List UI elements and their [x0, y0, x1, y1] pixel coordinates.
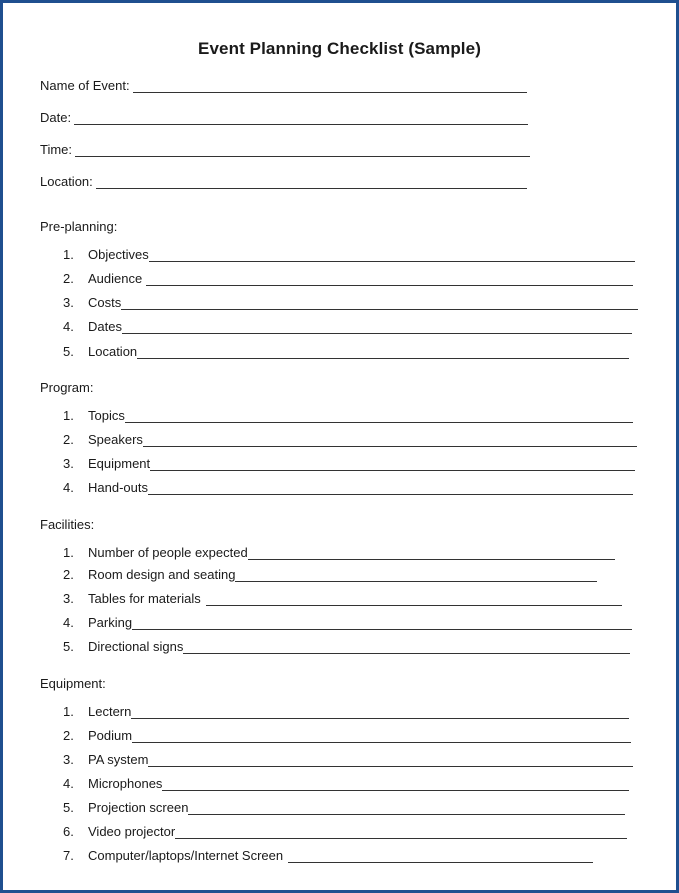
list-item [63, 564, 597, 582]
field-label: Name of Event: [40, 78, 130, 93]
list-item [63, 316, 632, 334]
list-item [63, 453, 635, 471]
item-label: Room design and seating [88, 567, 236, 582]
item-number: 2. [63, 567, 74, 582]
list-item [63, 773, 629, 791]
list-item [63, 477, 633, 495]
time-field [40, 139, 530, 157]
item-number: 3. [63, 591, 74, 606]
item-label: Podium [88, 728, 133, 743]
item-number: 2. [63, 432, 74, 447]
list-item [63, 845, 593, 863]
list-item [63, 405, 633, 423]
location-field [40, 171, 527, 189]
item-label: PA system [88, 752, 149, 767]
item-number: 3. [63, 752, 74, 767]
item-blank[interactable] [248, 545, 615, 560]
list-item [63, 636, 630, 654]
item-label: Video projector [88, 824, 176, 839]
item-label: Parking [88, 615, 133, 630]
item-blank[interactable] [132, 615, 632, 630]
item-number: 2. [63, 271, 74, 286]
item-label: Speakers [88, 432, 143, 447]
list-item [63, 725, 631, 743]
item-blank[interactable] [146, 271, 633, 286]
item-label: Computer/laptops/Internet Screen [88, 848, 284, 863]
item-number: 3. [63, 295, 74, 310]
item-label: Location [88, 344, 138, 359]
item-number: 4. [63, 319, 74, 334]
list-item [63, 701, 629, 719]
date-blank[interactable] [74, 110, 528, 125]
field-label: Date: [40, 110, 72, 125]
item-blank[interactable] [175, 824, 627, 839]
date-field [40, 107, 528, 125]
item-label: Hand-outs [88, 480, 148, 495]
item-number: 5. [63, 800, 74, 815]
field-label: Time: [40, 142, 73, 157]
item-label: Equipment [88, 456, 151, 471]
list-item [63, 429, 637, 447]
item-blank[interactable] [288, 848, 593, 863]
item-number: 4. [63, 776, 74, 791]
item-blank[interactable] [122, 319, 632, 334]
field-label: Location: [40, 174, 93, 189]
list-item [63, 244, 635, 262]
name-of-event-blank[interactable] [133, 78, 527, 93]
item-blank[interactable] [148, 752, 633, 767]
item-number: 2. [63, 728, 74, 743]
item-blank[interactable] [132, 728, 631, 743]
item-blank[interactable] [162, 776, 629, 791]
list-item [63, 821, 627, 839]
item-label: Projection screen [88, 800, 189, 815]
time-blank[interactable] [75, 142, 530, 157]
item-number: 4. [63, 480, 74, 495]
item-label: Audience [88, 271, 143, 286]
item-number: 4. [63, 615, 74, 630]
item-number: 1. [63, 704, 74, 719]
list-item [63, 612, 632, 630]
item-blank[interactable] [188, 800, 625, 815]
page-title: Event Planning Checklist (Sample) [198, 39, 481, 58]
list-item [63, 341, 629, 359]
item-blank[interactable] [235, 567, 597, 582]
item-label: Dates [88, 319, 122, 334]
item-number: 6. [63, 824, 74, 839]
item-label: Number of people expected [88, 545, 248, 560]
item-label: Directional signs [88, 639, 184, 654]
item-blank[interactable] [131, 704, 629, 719]
list-item [63, 292, 638, 310]
section-label-program: Program: [40, 380, 94, 395]
item-number: 7. [63, 848, 74, 863]
item-number: 3. [63, 456, 74, 471]
item-blank[interactable] [183, 639, 630, 654]
section-label-equipment: Equipment: [40, 676, 106, 691]
name-of-event-field [40, 75, 527, 93]
list-item [63, 268, 633, 286]
item-blank[interactable] [143, 432, 637, 447]
item-label: Topics [88, 408, 125, 423]
section-label-facilities: Facilities: [40, 517, 95, 532]
item-blank[interactable] [206, 591, 622, 606]
item-number: 1. [63, 247, 74, 262]
location-blank[interactable] [96, 174, 527, 189]
item-number: 1. [63, 408, 74, 423]
item-blank[interactable] [148, 480, 633, 495]
item-number: 5. [63, 639, 74, 654]
list-item [63, 797, 625, 815]
item-blank[interactable] [125, 408, 633, 423]
item-blank[interactable] [149, 247, 635, 262]
item-blank[interactable] [150, 456, 635, 471]
item-label: Costs [88, 295, 122, 310]
item-label: Objectives [88, 247, 149, 262]
item-number: 1. [63, 545, 74, 560]
item-label: Lectern [88, 704, 132, 719]
item-label: Microphones [88, 776, 163, 791]
item-blank[interactable] [121, 295, 638, 310]
item-label: Tables for materials [88, 591, 201, 606]
list-item [63, 542, 615, 560]
item-number: 5. [63, 344, 74, 359]
list-item [63, 749, 633, 767]
item-blank[interactable] [137, 344, 629, 359]
section-label-pre-planning: Pre-planning: [40, 219, 118, 234]
list-item [63, 588, 622, 606]
